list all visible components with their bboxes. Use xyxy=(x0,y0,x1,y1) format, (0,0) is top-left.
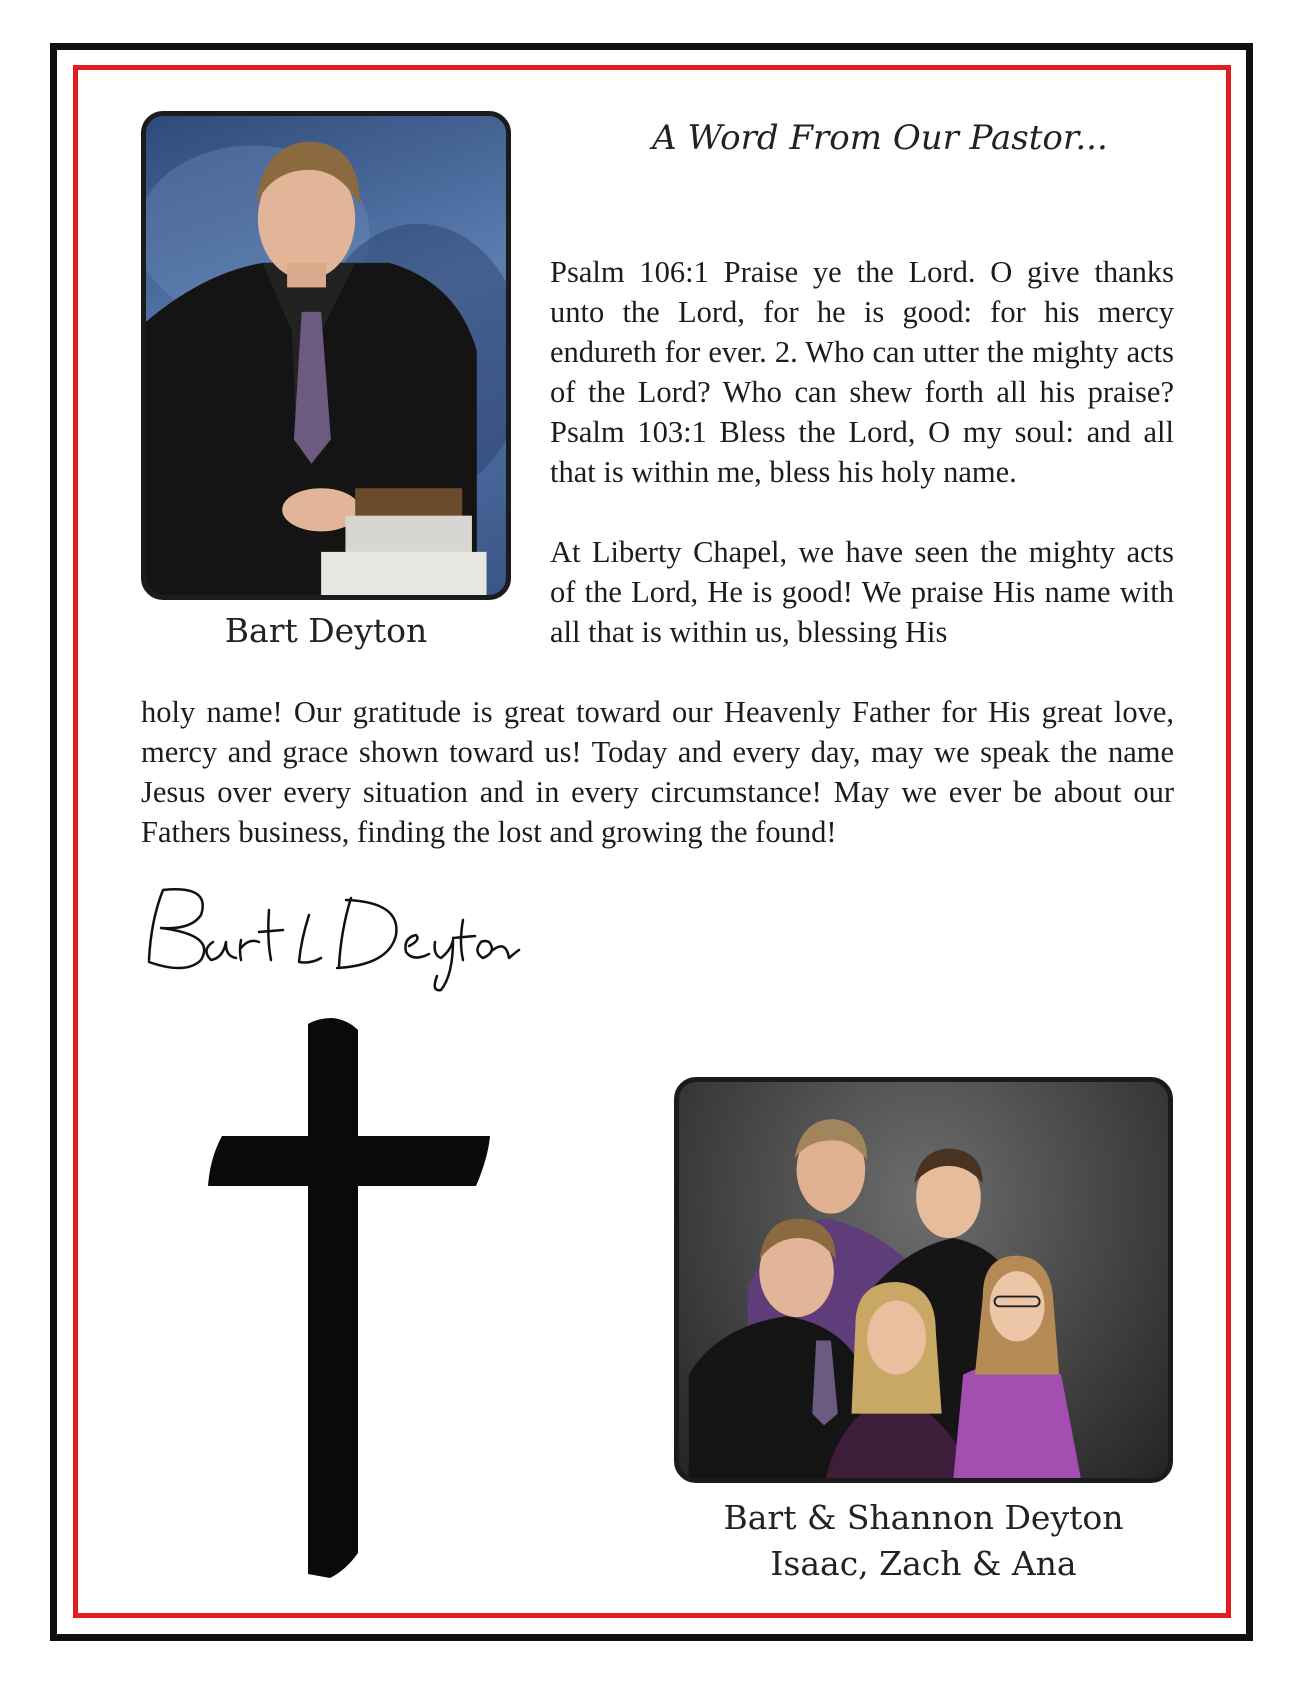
page-title: A Word From Our Pastor... xyxy=(652,118,1108,158)
family-caption-line1: Bart & Shannon Deyton xyxy=(723,1498,1124,1537)
pastor-photo xyxy=(141,111,511,600)
paragraph-liberty-chapel-part2: holy name! Our gratitude is great toward our Heavenly Father for His great love, mercy and grace shown toward us! Today and every day, may we speak the name Jesus over every situation and in every circumstance! May we ever be about our Fathers business, finding the lost and growing the found! xyxy=(141,695,1174,849)
family-caption xyxy=(674,1495,1173,1587)
pastor-caption: Bart Deyton xyxy=(224,611,428,650)
column-text xyxy=(550,252,1174,652)
family-caption-line2: Isaac, Zach & Ana xyxy=(770,1544,1077,1583)
family-photo xyxy=(674,1077,1173,1483)
pastor-signature xyxy=(141,880,521,1000)
paragraph-scripture: Psalm 106:1 Praise ye the Lord. O give thanks unto the Lord, for he is good: for his mercy endureth for ever. 2. Who can utter the mighty acts of the Lord? Who can shew forth all his praise? Psalm 103:1 Bless the Lord, O my soul: and all that is within me, bless his holy name. xyxy=(550,255,1174,489)
paragraph-liberty-chapel-part1: At Liberty Chapel, we have seen the mighty acts of the Lord, He is good! We praise His name with all that is within us, blessing His xyxy=(550,535,1174,649)
cross-icon xyxy=(208,1018,508,1578)
